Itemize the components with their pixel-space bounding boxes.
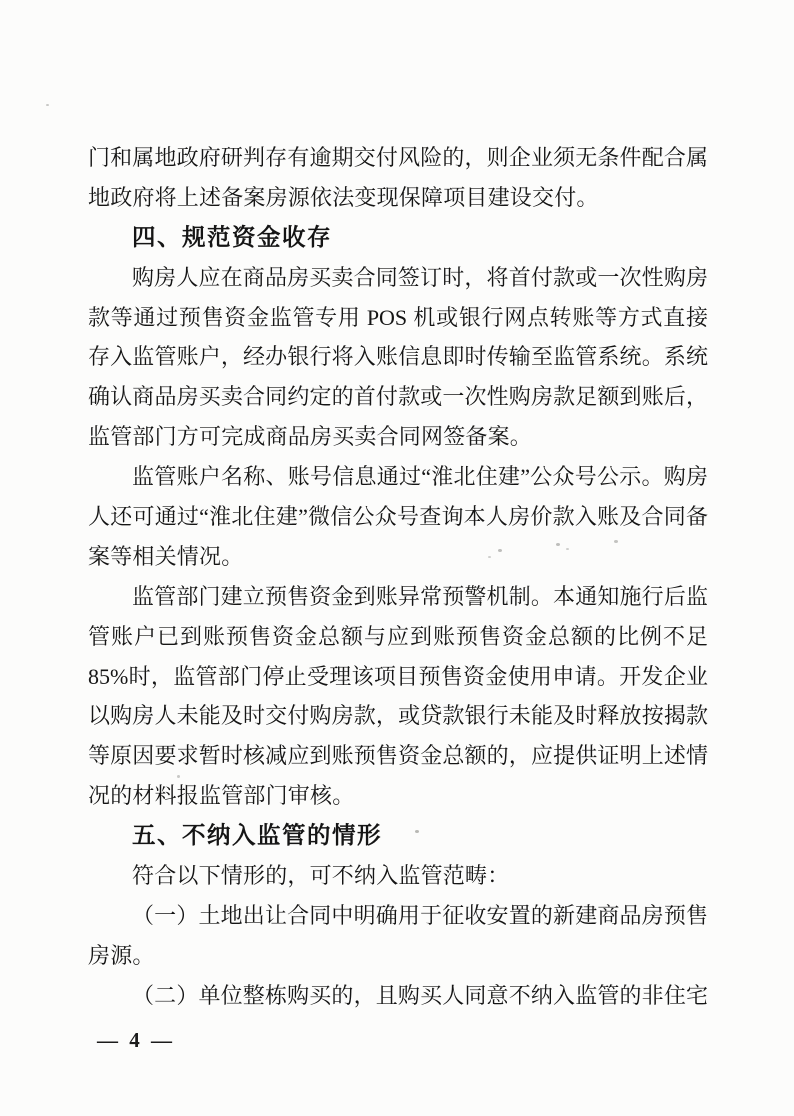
section-heading-five: 五、不纳入监管的情形	[132, 822, 382, 849]
body-line: 以购房人未能及时交付购房款，或贷款银行未能及时释放按揭款	[88, 703, 708, 729]
body-line: 人还可通过“淮北住建”微信公众号查询本人房价款入账及合同备	[88, 504, 708, 530]
scan-speck	[177, 775, 180, 778]
body-line: 符合以下情形的，可不纳入监管范畴：	[132, 863, 510, 889]
body-line: 款等通过预售资金监管专用 POS 机或银行网点转账等方式直接	[88, 304, 708, 330]
body-line: 房源。	[88, 942, 155, 968]
page-number: — 4 —	[97, 1028, 175, 1052]
body-line: 门和属地政府研判存有逾期交付风险的，则企业须无条件配合属	[88, 145, 708, 170]
section-heading-four: 四、规范资金收存	[132, 223, 332, 250]
body-line: 监管部门建立预售资金到账异常预警机制。本通知施行后监	[132, 583, 708, 609]
scan-speck	[614, 540, 618, 543]
scan-speck	[488, 556, 491, 558]
body-line: 管账户已到账预售资金总额与应到账预售资金总额的比例不足	[88, 623, 708, 649]
scan-speck	[46, 104, 49, 106]
scan-speck	[556, 543, 560, 546]
scan-speck	[415, 830, 419, 833]
body-line: 监管部门方可完成商品房买卖合同网签备案。	[88, 424, 533, 450]
body-line: 等原因要求暂时核减应到账预售资金总额的，应提供证明上述情	[88, 743, 708, 769]
body-line: 监管账户名称、账号信息通过“淮北住建”公众号公示。购房	[132, 464, 708, 490]
body-line: 地政府将上述备案房源依法变现保障项目建设交付。	[88, 184, 599, 210]
body-line: 购房人应在商品房买卖合同签订时，将首付款或一次性购房	[132, 264, 708, 290]
body-line: （一）土地出让合同中明确用于征收安置的新建商品房预售	[132, 902, 708, 928]
body-line: 况的材料报监管部门审核。	[88, 783, 355, 809]
body-line: 85%时，监管部门停止受理该项目预售资金使用申请。开发企业	[88, 663, 708, 689]
scan-speck	[498, 549, 502, 552]
body-line: 案等相关情况。	[88, 543, 244, 569]
text-block	[88, 138, 708, 1016]
body-line: 确认商品房买卖合同约定的首付款或一次性购房款足额到账后，	[88, 384, 708, 410]
scan-speck	[566, 548, 569, 550]
body-line: 存入监管账户，经办银行将入账信息即时传输至监管系统。系统	[88, 344, 708, 370]
body-line: （二）单位整栋购买的，且购买人同意不纳入监管的非住宅	[132, 982, 708, 1008]
